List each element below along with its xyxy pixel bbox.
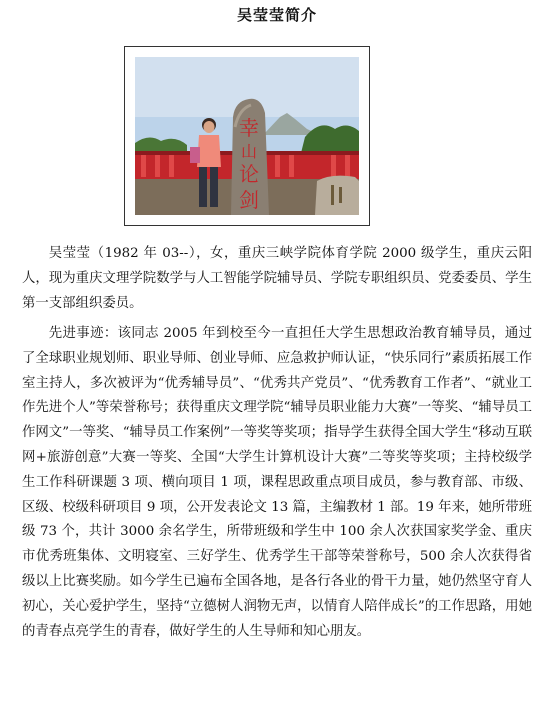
monument-char-4: 剑: [239, 188, 259, 212]
profile-photo: [135, 57, 359, 215]
photo-frame: [124, 46, 370, 226]
monument-char-3: 论: [239, 162, 259, 186]
monument-char-1: 幸: [239, 116, 259, 140]
achievements-paragraph: 先进事迹：该同志 2005 年到校至今一直担任大学生思想政治教育辅导员，通过了全球职业规划师、职业导师、创业导师、应急救护师认证，“快乐同行”素质拓展工作室主持人，多次被评为“优秀辅导员”、“优秀共产党员”、“优秀教育工作者”、“就业工作先进个人”等荣誉称号；获得重庆文理学院“辅导员职业能力大赛”一等奖、“辅导员工作网文”一等奖、“辅导员工作案例”一等奖等奖项；指导学生获得全国大学生“移动互联网+旅游创意”大赛一等奖、全国“大学生计算机设计大赛”二等奖等奖项；主持校级学生工作科研课题 3 项、横向项目 1 项，课程思政重点项目成员，参与教育部、市级、区级、校级科研项目 9 项，公开发表论文 13 篇，主编教材 1 部。19 年来，她所带班级 73 个，共计 3000 余名学生，所带班级和学生中 100 余人次获国家奖学金、重庆市优秀班集体、文明寝室、三好学生、优秀学生干部等荣誉称号，500 余人次获得省级以上比赛奖励。如今学生已遍布全国各地，是各行各业的骨干力量，她仍然坚守育人初心，关心爱护学生，坚持“立德树人润物无声，以情育人陪伴成长”的工作思路，用她的青春点亮学生的青春，做好学生的人生导师和知心朋友。: [22, 326, 532, 639]
photo-illustration: [135, 57, 359, 215]
monument-char-2: 山: [240, 142, 258, 161]
photo-side-stone: [315, 176, 359, 215]
bio-paragraph: 吴莹莹（1982 年 03--），女，重庆三峡学院体育学院 2000 级学生，重庆云阳人，现为重庆文理学院数学与人工智能学院辅导员、学院专职组织员、党委委员、学生第一支部组织委员。: [22, 246, 532, 311]
page-title: 吴莹莹简介: [236, 6, 317, 24]
